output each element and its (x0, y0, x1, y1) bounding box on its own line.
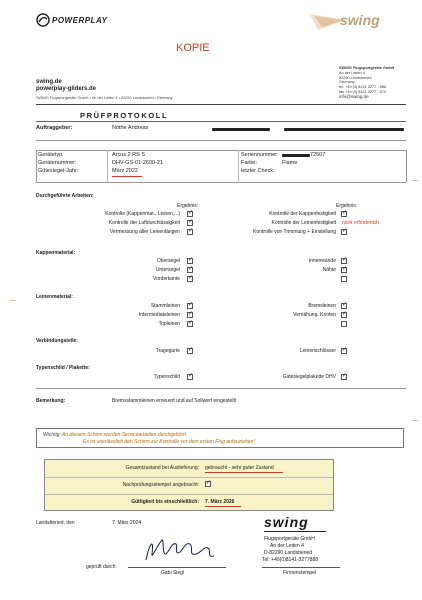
last-check-label: letzter Check: (241, 168, 275, 174)
client-label: Auftraggeber: (36, 125, 73, 131)
devnum-label: Gerätenummer: (38, 160, 77, 166)
address-tel: tel. +49 (0) 8141 3277 - 888 (339, 85, 386, 90)
stamp-checkbox: ✓ (206, 480, 212, 486)
details-top-rule (36, 150, 406, 151)
client-value: Nöthe Andreas (112, 125, 149, 131)
connectors-label: Tragegurte (155, 348, 180, 354)
result-checkbox: ✓ (188, 266, 194, 272)
not-required-note: nicht erforderlich (342, 220, 379, 226)
seal-year-value: März 2022 (112, 168, 138, 174)
powerplay-logo: POWERPLAY (36, 13, 116, 27)
page-title: PRÜFPROTOKOLL (80, 111, 169, 120)
color-value: Flame (282, 160, 298, 166)
result-checkbox: ✓ (188, 257, 194, 263)
result-checkbox: ✓ (188, 210, 194, 216)
lines-label: Vernähung, Knoten (293, 312, 336, 318)
canopy-label: Innenwände (308, 258, 336, 264)
valid-label: Gültigkeit bis einschließlich: (131, 499, 199, 505)
address-city: 82290 Landsberied (339, 75, 372, 80)
state-label: Gesamtzustand bei Auslieferung: (125, 465, 199, 471)
color-label: Farbe: (241, 160, 257, 166)
result-checkbox: ✓ (188, 373, 194, 379)
website-swing: swing.de (36, 79, 62, 85)
check-label: Kontrolle der Kappenfestigkeit (269, 211, 336, 217)
notice-line1 (43, 432, 403, 438)
lines-label: Topleinen (158, 321, 180, 327)
company-address (339, 66, 419, 100)
summary-row-divider (45, 477, 333, 478)
result-checkbox-empty (341, 321, 347, 327)
powerplay-swirl-icon (36, 13, 50, 27)
stamp-tel: Tel: +49(0)8141-3277888 (262, 557, 319, 563)
connectors-label: Leinenschlösser (299, 348, 336, 354)
result-checkbox: ✓ (342, 266, 348, 272)
summary-box (44, 459, 334, 511)
result-checkbox: ✓ (342, 311, 348, 317)
checked-by-label: geprüft durch: (86, 564, 117, 570)
check-label: Kontrolle (Kappenmat., Leinen,...) (105, 211, 180, 217)
type-label: Gerätetyp: (38, 152, 64, 158)
result-checkbox: ✓ (342, 228, 348, 234)
type-value: Arcus 2 RS S (112, 152, 146, 158)
seal-year-label: Gütesiegel-Jahr: (38, 168, 79, 174)
valid-value: 7. März 2026 (205, 499, 235, 505)
check-label: Kontrolle von Trimmung + Einstellung (253, 229, 336, 235)
result-label-right: Ergebnis: (336, 203, 358, 209)
result-checkbox: ✓ (342, 210, 348, 216)
remark-text: Bremsstammleinen erneuert und auf Sollwert eingestellt (112, 398, 236, 404)
handwritten-signature (140, 534, 220, 564)
swing-logo: swing (326, 8, 406, 32)
state-value: gebraucht - sehr guter Zustand (205, 465, 274, 471)
stamp-city: D-82290 Landsberied (264, 550, 313, 556)
sign-date: 7. März 2024 (112, 520, 142, 526)
header-divider (36, 104, 406, 105)
canopy-label: Obersegel (156, 258, 180, 264)
checks-heading: Durchgeführte Arbeiten: (36, 193, 94, 199)
summary-row-divider (45, 494, 333, 495)
result-checkbox: ✓ (188, 320, 194, 326)
seal-year-underline (112, 176, 142, 177)
result-checkbox: ✓ (188, 219, 194, 225)
redacted-field (282, 154, 310, 157)
canopy-label: Vorderkante (153, 276, 180, 282)
lines-heading: Leinenmaterial: (36, 294, 73, 300)
result-checkbox: ✓ (188, 311, 194, 317)
lines-label: Stammleinen (150, 303, 180, 309)
service-notice-box (36, 428, 404, 448)
title-divider (36, 121, 406, 122)
signature-line (128, 567, 226, 568)
stamp-street: An der Leiten 4 (270, 543, 304, 549)
company-stamp-label: Firmenstempel (283, 570, 317, 576)
notice-label: Wichtig: (43, 432, 61, 438)
stamp-company: Flugsportgeräte GmbH (264, 536, 315, 542)
stamp-label: Nachprüfungsstempel angebracht: (122, 482, 199, 488)
placard-heading: Typenschild / Plakette: (36, 365, 90, 371)
valid-underline (205, 506, 241, 507)
state-underline (205, 472, 283, 473)
serial-label: Seriennummer: (241, 152, 279, 158)
section-divider (36, 388, 406, 389)
result-checkbox-empty (341, 276, 347, 282)
check-label: Vermessung aller Leinenlängen (109, 229, 180, 235)
client-divider (36, 140, 406, 141)
canopy-label: Untersegel (155, 267, 180, 273)
address-fax: fax +49 (0) 8141 3277 - 870 (339, 89, 386, 94)
devnum-value: DHV-GS-01-2600-21 (112, 160, 164, 166)
result-label-left: Ergebnis: (177, 203, 199, 209)
signer-name: Gabi Siegl (161, 570, 185, 576)
address-street: An der Leiten 4 (339, 70, 365, 75)
result-checkbox: ✓ (188, 228, 194, 234)
result-checkbox: ✓ (188, 302, 194, 308)
details-bottom-rule (36, 182, 406, 183)
copy-stamp: KOPIE (176, 42, 210, 54)
stamp-logo-rule (264, 531, 326, 532)
company-stamp (250, 514, 370, 574)
scan-mark (10, 300, 16, 301)
place-label: Landsberied, den (36, 520, 75, 526)
placard-label: Typenschild (153, 374, 180, 380)
check-label: Kontrolle der Luftdurchlässigkeit (108, 220, 180, 226)
lines-label: Intermediateleinen (138, 312, 180, 318)
placard-label: Gütesiegelplakette DHV (282, 374, 336, 380)
canopy-label: Nähte (322, 267, 336, 273)
details-left-border (36, 150, 37, 182)
details-right-border (406, 150, 407, 182)
serial-value: 72507 (310, 152, 326, 158)
remark-label: Bemerkung: (36, 398, 66, 404)
stamp-swing-logo: swing (264, 514, 309, 530)
redacted-field (284, 128, 404, 131)
notice-line2: Es ist unerlässlich den Schirm zur Kontrolle vor dem ersten Flug aufzuziehen! (83, 439, 255, 445)
check-label: Kontrolle der Leinenfestigkeit (271, 220, 336, 226)
address-company: SWING Flugsportgeräte GmbH (339, 66, 395, 70)
details-col-divider (238, 150, 239, 182)
details-col-divider (107, 150, 108, 182)
connectors-heading: Verbindungsteile: (36, 338, 78, 344)
address-country: Germany (339, 80, 355, 85)
result-checkbox: ✓ (342, 257, 348, 263)
result-checkbox: ✓ (188, 347, 194, 353)
result-checkbox: ✓ (342, 302, 348, 308)
result-checkbox: ✓ (188, 275, 194, 281)
notice-text1: An diesem Schirm wurden Servicearbeiten durchgeführt. (61, 432, 188, 438)
canopy-heading: Kappenmaterial: (36, 250, 76, 256)
redacted-field (212, 128, 270, 131)
signature-scribble (140, 534, 220, 564)
scan-mark (412, 180, 418, 181)
website-powerplay: powerplay-gliders.de (36, 86, 97, 92)
lines-label: Bremsleinen (308, 303, 336, 309)
result-checkbox: ✓ (342, 373, 348, 379)
scan-mark (412, 420, 418, 421)
result-checkbox: ✓ (342, 347, 348, 353)
stamp-line (262, 567, 340, 568)
company-line: SWING Flugsportgeräte GmbH • An der Leiten 4 • 82290 Landsberied • Germany (36, 96, 173, 100)
address-email: info@swing.de (339, 93, 369, 99)
